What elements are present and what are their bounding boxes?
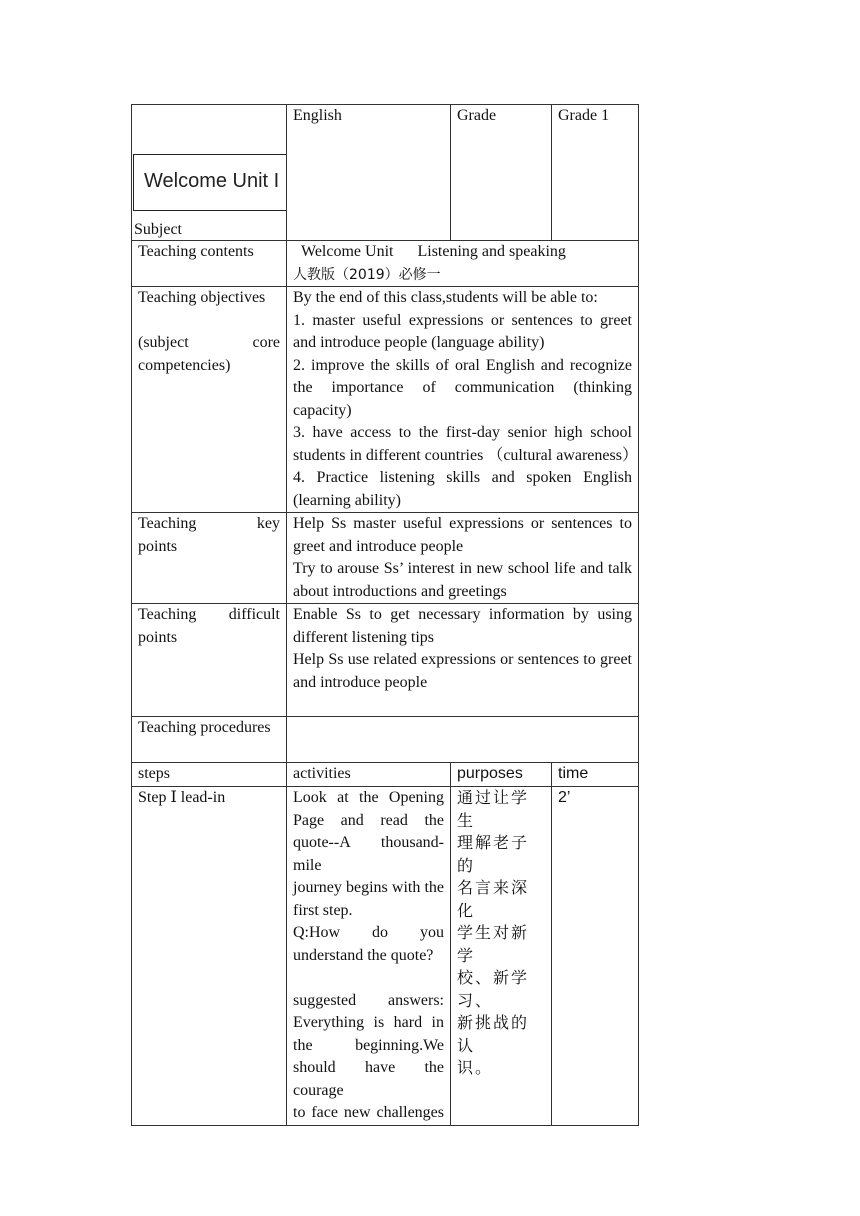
procedures-empty-cell <box>287 717 639 763</box>
key-point-item: Help Ss master useful expressions or sentences to greet and introduce people <box>293 515 632 555</box>
objectives-sublabel-2: core <box>252 334 280 351</box>
activity-line: to face new challenges <box>293 1104 444 1121</box>
difficult-point-item: Help Ss use related expressions or sentences to greet and introduce people <box>293 651 632 691</box>
key-points-label-1: Teaching <box>138 515 197 532</box>
activity-line: Q:How do you <box>293 924 444 941</box>
step-name: Step Ⅰ lead-in <box>132 787 287 1126</box>
procedures-row <box>132 717 639 763</box>
contents-row <box>132 241 639 287</box>
difficult-points-content <box>287 604 639 717</box>
activity-line: the beginning.We <box>293 1036 444 1054</box>
unit-topic: Listening and speaking <box>417 243 566 260</box>
purpose-line: 识。 <box>457 1058 494 1077</box>
subject-label: Subject <box>134 221 182 238</box>
difficult-point-item: Enable Ss to get necessary information by using different listening tips <box>293 606 632 646</box>
column-header-row <box>132 763 639 787</box>
activity-line: understand the quote? <box>293 946 434 964</box>
steps-header: steps <box>132 763 287 787</box>
difficult-points-label-1: Teaching <box>138 606 197 623</box>
activities-header: activities <box>287 763 451 787</box>
activity-line: Look at the Opening <box>293 789 444 806</box>
lesson-plan-table <box>131 104 639 1126</box>
step-time: 2’ <box>552 787 639 1126</box>
objective-item: 2. improve the skills of oral English and recognize the importance of communication (thinking capacity) <box>293 356 632 419</box>
key-point-item: Try to arouse Ss’ interest in new school life and talk about introductions and greetings <box>293 560 632 600</box>
objectives-sublabel-3: competencies) <box>138 356 231 374</box>
key-points-content <box>287 513 639 604</box>
subject-cell <box>132 105 287 241</box>
procedures-label: Teaching procedures <box>132 717 287 763</box>
purpose-line: 新挑战的认 <box>457 1013 530 1055</box>
unit-name: Welcome Unit <box>301 243 394 260</box>
textbook-edition: 人教版（2019）必修一 <box>293 266 441 283</box>
objective-item: 4. Practice listening skills and spoken English (learning ability) <box>293 469 632 509</box>
purpose-line: 名言来深化 <box>457 878 530 920</box>
key-points-label-2: key <box>256 515 280 532</box>
purpose-line: 学生对新学 <box>457 923 530 965</box>
objectives-sublabel-1: (subject <box>138 334 189 351</box>
key-points-label-3: points <box>138 537 178 555</box>
objectives-label-cell <box>132 287 287 513</box>
activity-line: Page and read the <box>293 811 444 829</box>
objective-item: 3. have access to the first-day senior high school students in different countries （cultural awareness） <box>293 424 638 464</box>
difficult-points-label-3: points <box>138 628 178 646</box>
purpose-line: 通过让学生 <box>457 788 530 830</box>
step-purposes <box>451 787 552 1126</box>
objectives-row <box>132 287 639 513</box>
step-row <box>132 787 639 1126</box>
objectives-content <box>287 287 639 513</box>
activity-line: suggested answers: <box>293 991 444 1009</box>
subject-row <box>132 105 639 241</box>
activity-line <box>293 967 444 990</box>
difficult-points-label-cell <box>132 604 287 717</box>
objectives-label: Teaching objectives <box>138 289 266 306</box>
activity-line: Everything is hard in <box>293 1014 444 1031</box>
difficult-points-label-2: difficult <box>228 606 280 623</box>
difficult-points-row <box>132 604 639 717</box>
contents-label: Teaching contents <box>132 241 287 287</box>
objective-item: 1. master useful expressions or sentences to greet and introduce people (language ability) <box>293 311 632 351</box>
purpose-line: 理解老子的 <box>457 833 530 875</box>
activity-line: first step. <box>293 901 353 919</box>
step-activities <box>287 787 451 1126</box>
activity-line: should have the courage <box>293 1059 444 1099</box>
purpose-line: 校、新学习、 <box>457 968 530 1010</box>
unit-logo-image: Welcome Unit I <box>133 154 287 211</box>
purposes-header: purposes <box>451 763 552 787</box>
key-points-label-cell <box>132 513 287 604</box>
activity-line: quote--A thousand-mile <box>293 834 444 874</box>
objectives-intro: By the end of this class,students will be able to: <box>293 289 598 306</box>
key-points-row <box>132 513 639 604</box>
time-header: time <box>552 763 639 787</box>
contents-value <box>287 241 639 287</box>
activity-line: journey begins with the <box>293 879 444 896</box>
subject-value: English <box>287 105 451 241</box>
grade-value: Grade 1 <box>552 105 639 241</box>
grade-label: Grade <box>451 105 552 241</box>
